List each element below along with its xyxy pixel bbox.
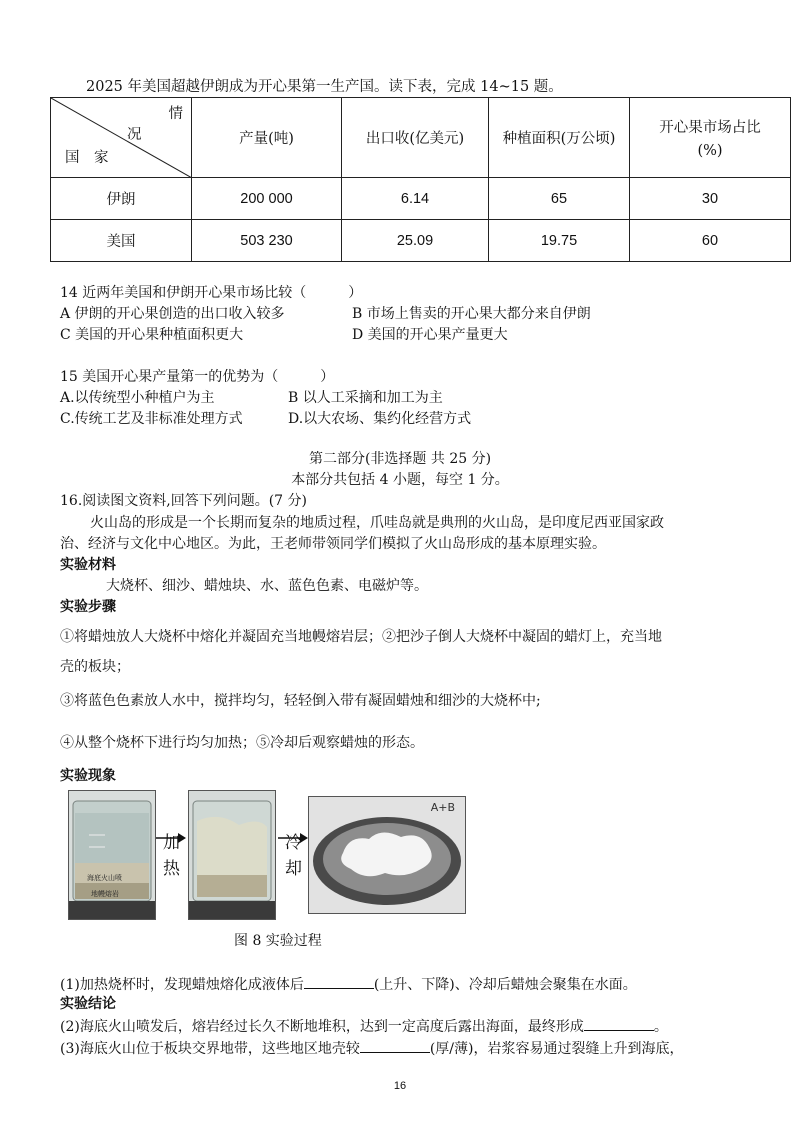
figure-caption: 图 8 实验过程	[234, 933, 322, 949]
materials-heading: 实验材料	[60, 557, 116, 573]
beaker-heated-illustration	[189, 791, 275, 919]
step-1-2: ①将蜡烛放人大烧杯中熔化并凝固充当地幔熔岩层；②把沙子倒人大烧杯中凝固的蜡灯上，充当地	[60, 629, 662, 645]
cell-area: 65	[489, 178, 630, 220]
q15-stem: 15 美国开心果产量第一的优势为（ ）	[60, 369, 335, 385]
q16-part1-text-post: (上升、下降)、冷却后蜡烛会聚集在水面。	[373, 977, 637, 993]
cool-label-1: 冷	[285, 833, 302, 853]
table-row-iran	[51, 178, 791, 220]
beaker-label-mantle: 地幔熔岩	[91, 890, 119, 898]
heat-arrow	[156, 828, 186, 892]
cell-country: 伊朗	[51, 178, 192, 220]
answer-blank-2[interactable]	[584, 1016, 654, 1031]
q16-part2	[60, 1016, 668, 1036]
cool-arrow	[278, 828, 308, 892]
corner-label-top: 情	[168, 106, 183, 122]
cooled-wax-illustration	[309, 797, 465, 913]
header-output: 产量(吨)	[192, 98, 342, 178]
cell-area: 19.75	[489, 220, 630, 262]
header-share	[630, 98, 791, 178]
table-corner-cell	[51, 98, 192, 178]
q14-option-b: B 市场上售卖的开心果大都分来自伊朗	[352, 306, 591, 322]
steps-heading: 实验步骤	[60, 599, 116, 615]
part2-subtitle: 本部分共包括 4 小题，每空 1 分。	[291, 472, 509, 488]
q16-paragraph-line2: 治、经济与文化中心地区。为此，王老师带领同学们模拟了火山岛形成的基本原理实验。	[60, 536, 606, 552]
corner-label-bottom: 国 家	[65, 150, 109, 166]
cool-label-2: 却	[285, 859, 302, 879]
cell-export: 6.14	[342, 178, 489, 220]
beaker-photo-heated	[188, 790, 276, 920]
beaker-photo-before	[68, 790, 156, 920]
answer-blank-3[interactable]	[360, 1038, 430, 1053]
header-export: 出口收(亿美元)	[342, 98, 489, 178]
q16-part1	[60, 974, 637, 994]
corner-label-middle: 况	[127, 127, 142, 143]
heat-label-1: 加	[163, 833, 180, 853]
step-4-5: ④从整个烧杯下进行均匀加热；⑤冷却后观察蜡烛的形态。	[60, 735, 424, 751]
header-share-line2: (%)	[697, 143, 723, 159]
table-row-usa	[51, 220, 791, 262]
step-3: ③将蓝色色素放人水中，搅拌均匀，轻轻倒入带有凝固蜡烛和细沙的大烧杯中;	[60, 693, 541, 709]
q14-option-c: C 美国的开心果种植面积更大	[60, 327, 244, 343]
q15-option-d: D.以大农场、集约化经营方式	[288, 411, 472, 427]
q14-stem: 14 近两年美国和伊朗开心果市场比较（ ）	[60, 285, 363, 301]
q16-part1-text-pre: (1)加热烧杯时，发现蜡烛熔化成液体后	[60, 977, 304, 993]
phenomenon-heading: 实验现象	[60, 768, 116, 784]
q15-option-c: C.传统工艺及非标准处理方式	[60, 411, 243, 427]
cell-output: 503 230	[192, 220, 342, 262]
q16-part3-text-post: (厚/薄)，岩浆容易通过裂缝上升到海底，	[429, 1041, 684, 1057]
q14-option-a: A 伊朗的开心果创造的出口收入较多	[60, 306, 285, 322]
cell-share: 30	[630, 178, 791, 220]
tray-label: A+B	[430, 801, 455, 814]
answer-blank-1[interactable]	[304, 974, 374, 989]
q16-part3-text-pre: (3)海底火山位于板块交界地带，这些地区地壳较	[60, 1041, 360, 1057]
beaker-illustration	[69, 791, 155, 919]
cell-output: 200 000	[192, 178, 342, 220]
q16-part2-text-pre: (2)海底火山喷发后，熔岩经过长久不断地堆积，达到一定高度后露出海面，最终形成	[60, 1019, 584, 1035]
step-2-cont: 壳的板块；	[60, 659, 130, 675]
cell-share: 60	[630, 220, 791, 262]
header-share-line1: 开心果市场占比	[659, 120, 761, 136]
conclusion-heading: 实验结论	[60, 996, 116, 1012]
pistachio-table	[50, 97, 791, 262]
materials-text: 大烧杯、细沙、蜡烛块、水、蓝色色素、电磁炉等。	[106, 578, 428, 594]
heat-label-2: 热	[163, 859, 180, 879]
beaker-label-volcano: 海底火山喷	[87, 874, 122, 882]
q15-option-b: B 以人工采摘和加工为主	[288, 390, 443, 406]
part2-title: 第二部分(非选择题 共 25 分)	[308, 451, 492, 467]
intro-text: 2025 年美国超越伊朗成为开心果第一生产国。读下表，完成 14~15 题。	[86, 79, 563, 95]
table-header-row	[51, 98, 791, 178]
header-area: 种植面积(万公顷)	[489, 98, 630, 178]
q16-paragraph-line1: 火山岛的形成是一个长期而复杂的地质过程，爪哇岛就是典刑的火山岛，是印度尼西亚国家政	[90, 515, 664, 531]
cell-country: 美国	[51, 220, 192, 262]
cooled-tray-photo	[308, 796, 466, 914]
q16-part3	[60, 1038, 683, 1058]
page-number: 16	[393, 1080, 407, 1092]
cell-export: 25.09	[342, 220, 489, 262]
q14-option-d: D 美国的开心果产量更大	[352, 327, 508, 343]
q16-part2-text-post: 。	[653, 1019, 668, 1035]
q16-stem: 16.阅读图文资料,回答下列问题。(7 分)	[60, 493, 307, 509]
q15-option-a: A.以传统型小种植户为主	[60, 390, 215, 406]
